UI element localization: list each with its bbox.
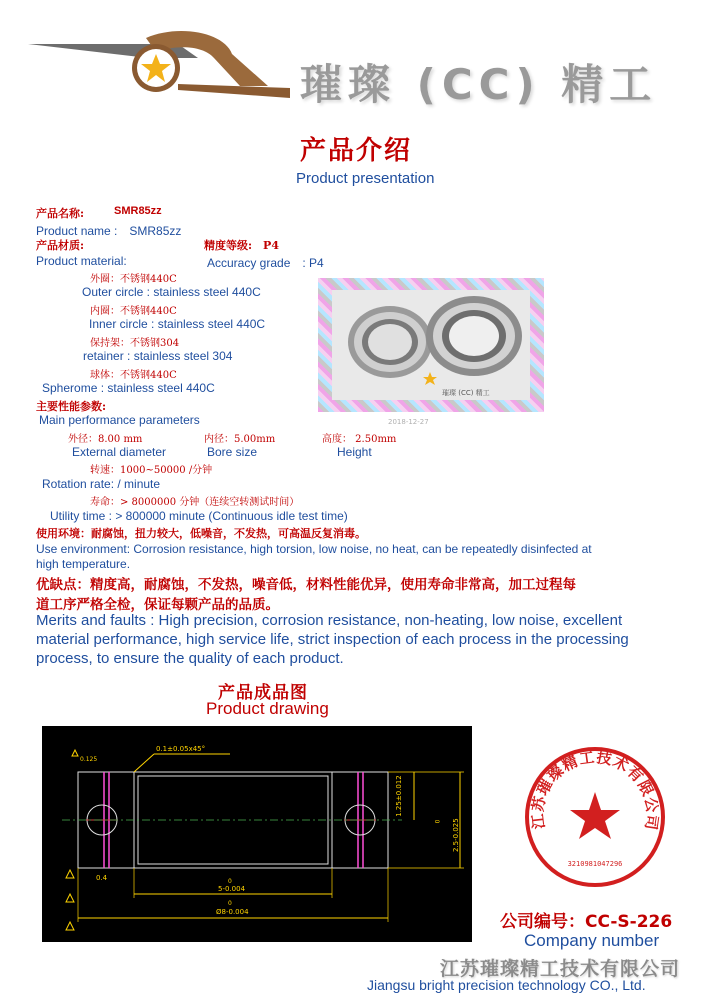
merits-en-line3: process, to ensure the quality of each product.: [36, 650, 344, 667]
outer-circle-en: Outer circle : stainless steel 440C: [82, 285, 261, 299]
height-cn: 高度： 2.50mm: [322, 434, 397, 445]
dim-tol-b: 0.125: [80, 756, 98, 763]
merits-en-line2: material performance, high service life, strict inspection of each process in the processing: [36, 631, 629, 648]
company-number-cn: 公司编号：CC-S-226: [500, 912, 673, 932]
outer-diameter-cn: 外径：8.00 mm: [68, 434, 143, 445]
product-name-cn-value: SMR85zz: [114, 205, 162, 217]
dim-height-top: 0: [434, 819, 442, 824]
accuracy-grade-cn: 精度等级: P4: [204, 239, 279, 252]
intro-title-cn: 产品介绍: [300, 136, 413, 166]
utility-time-en: Utility time : > 800000 minute (Continuous idle test time): [50, 509, 348, 523]
dim-shield: 1.25±0.012: [394, 775, 403, 817]
product-photo-frame: [318, 278, 544, 412]
performance-title-cn: 主要性能参数:: [36, 400, 107, 413]
dim-chamfer: 0.1±0.05x45°: [156, 745, 206, 753]
rotation-rate-cn: 转速：1000~50000 /分钟: [90, 465, 213, 476]
dim-outer: Ø8-0.004: [216, 908, 249, 916]
product-photo: [332, 290, 530, 400]
merits-en-line1: Merits and faults : High precision, corrosion resistance, non-heating, low noise, excellent: [36, 612, 623, 629]
technical-drawing: [42, 726, 472, 942]
svg-text:3210981047296: 3210981047296: [567, 860, 623, 868]
outer-diameter-en: External diameter: [72, 445, 167, 459]
environment-en-line2: high temperature.: [36, 557, 131, 571]
utility-time-cn: 寿命：> 8000000 分钟（连续空转测试时间）: [90, 497, 300, 508]
company-seal-icon: [522, 744, 668, 890]
dim-outer-top: 0: [228, 900, 232, 907]
company-number-en: Company number: [524, 931, 660, 950]
photo-date: 2018-12-27: [388, 418, 429, 426]
company-name-cn: 江苏璀璨精工技术有限公司: [440, 958, 681, 980]
product-material-en: Product material:: [36, 254, 127, 268]
spherome-cn: 球体：不锈钢440C: [90, 370, 177, 381]
product-name-cn-label: 产品名称:: [36, 207, 85, 220]
dim-width: 5-0.004: [218, 885, 246, 893]
retainer-cn: 保持架：不锈钢304: [90, 338, 180, 349]
drawing-title-cn: 产品成品图: [218, 683, 308, 703]
accuracy-grade-en: Accuracy grade : P4: [207, 256, 324, 270]
inner-circle-en: Inner circle : stainless steel 440C: [89, 317, 266, 331]
merits-cn-line1: 优缺点：精度高，耐腐蚀，不发热，噪音低，材料性能优异，使用寿命非常高，加工过程每: [36, 577, 576, 593]
height-en: Height: [337, 445, 372, 459]
outer-circle-cn: 外圈：不锈钢440C: [90, 274, 177, 285]
svg-text:江苏璀璨精工技术有限公司: 江苏璀璨精工技术有限公司: [528, 748, 662, 833]
performance-title-en: Main performance parameters: [39, 413, 200, 427]
intro-title-en: Product presentation: [296, 170, 435, 187]
merits-cn-line2: 道工序严格全检，保证每颗产品的品质。: [36, 597, 279, 613]
environment-cn: 使用环境：耐腐蚀，扭力较大，低噪音，不发热，可高温反复消毒。: [36, 527, 366, 540]
brand-title: 璀璨 (CC) 精工: [300, 60, 658, 109]
rotation-rate-en: Rotation rate: / minute: [42, 477, 161, 491]
inner-circle-cn: 内圈：不锈钢440C: [90, 306, 177, 317]
brand-logo: [28, 28, 290, 98]
drawing-title-en: Product drawing: [206, 699, 329, 718]
bore-size-cn: 内径：5.00mm: [204, 434, 276, 445]
retainer-en: retainer : stainless steel 304: [83, 349, 233, 363]
bearing-cross-section-icon: [42, 726, 472, 942]
spherome-en: Spherome : stainless steel 440C: [42, 381, 215, 395]
photo-caption: 璀璨 (CC) 精工: [442, 389, 490, 397]
bore-size-en: Bore size: [207, 445, 258, 459]
product-name-en: Product name : SMR85zz: [36, 224, 182, 238]
bearing-photo-icon: [332, 290, 530, 400]
product-material-cn-label: 产品材质:: [36, 239, 85, 252]
environment-en-line1: Use environment: Corrosion resistance, high torsion, low noise, no heat, can be repeatedly disinfected at: [36, 542, 592, 556]
swoosh-star-logo-icon: [28, 28, 290, 98]
company-seal: [522, 744, 668, 890]
dim-height: 2.5-0.025: [452, 818, 460, 852]
company-name-en: Jiangsu bright precision technology CO., Ltd.: [367, 977, 646, 993]
dim-tol-a: 0.4: [96, 874, 108, 882]
dim-width-top: 0: [228, 878, 232, 885]
